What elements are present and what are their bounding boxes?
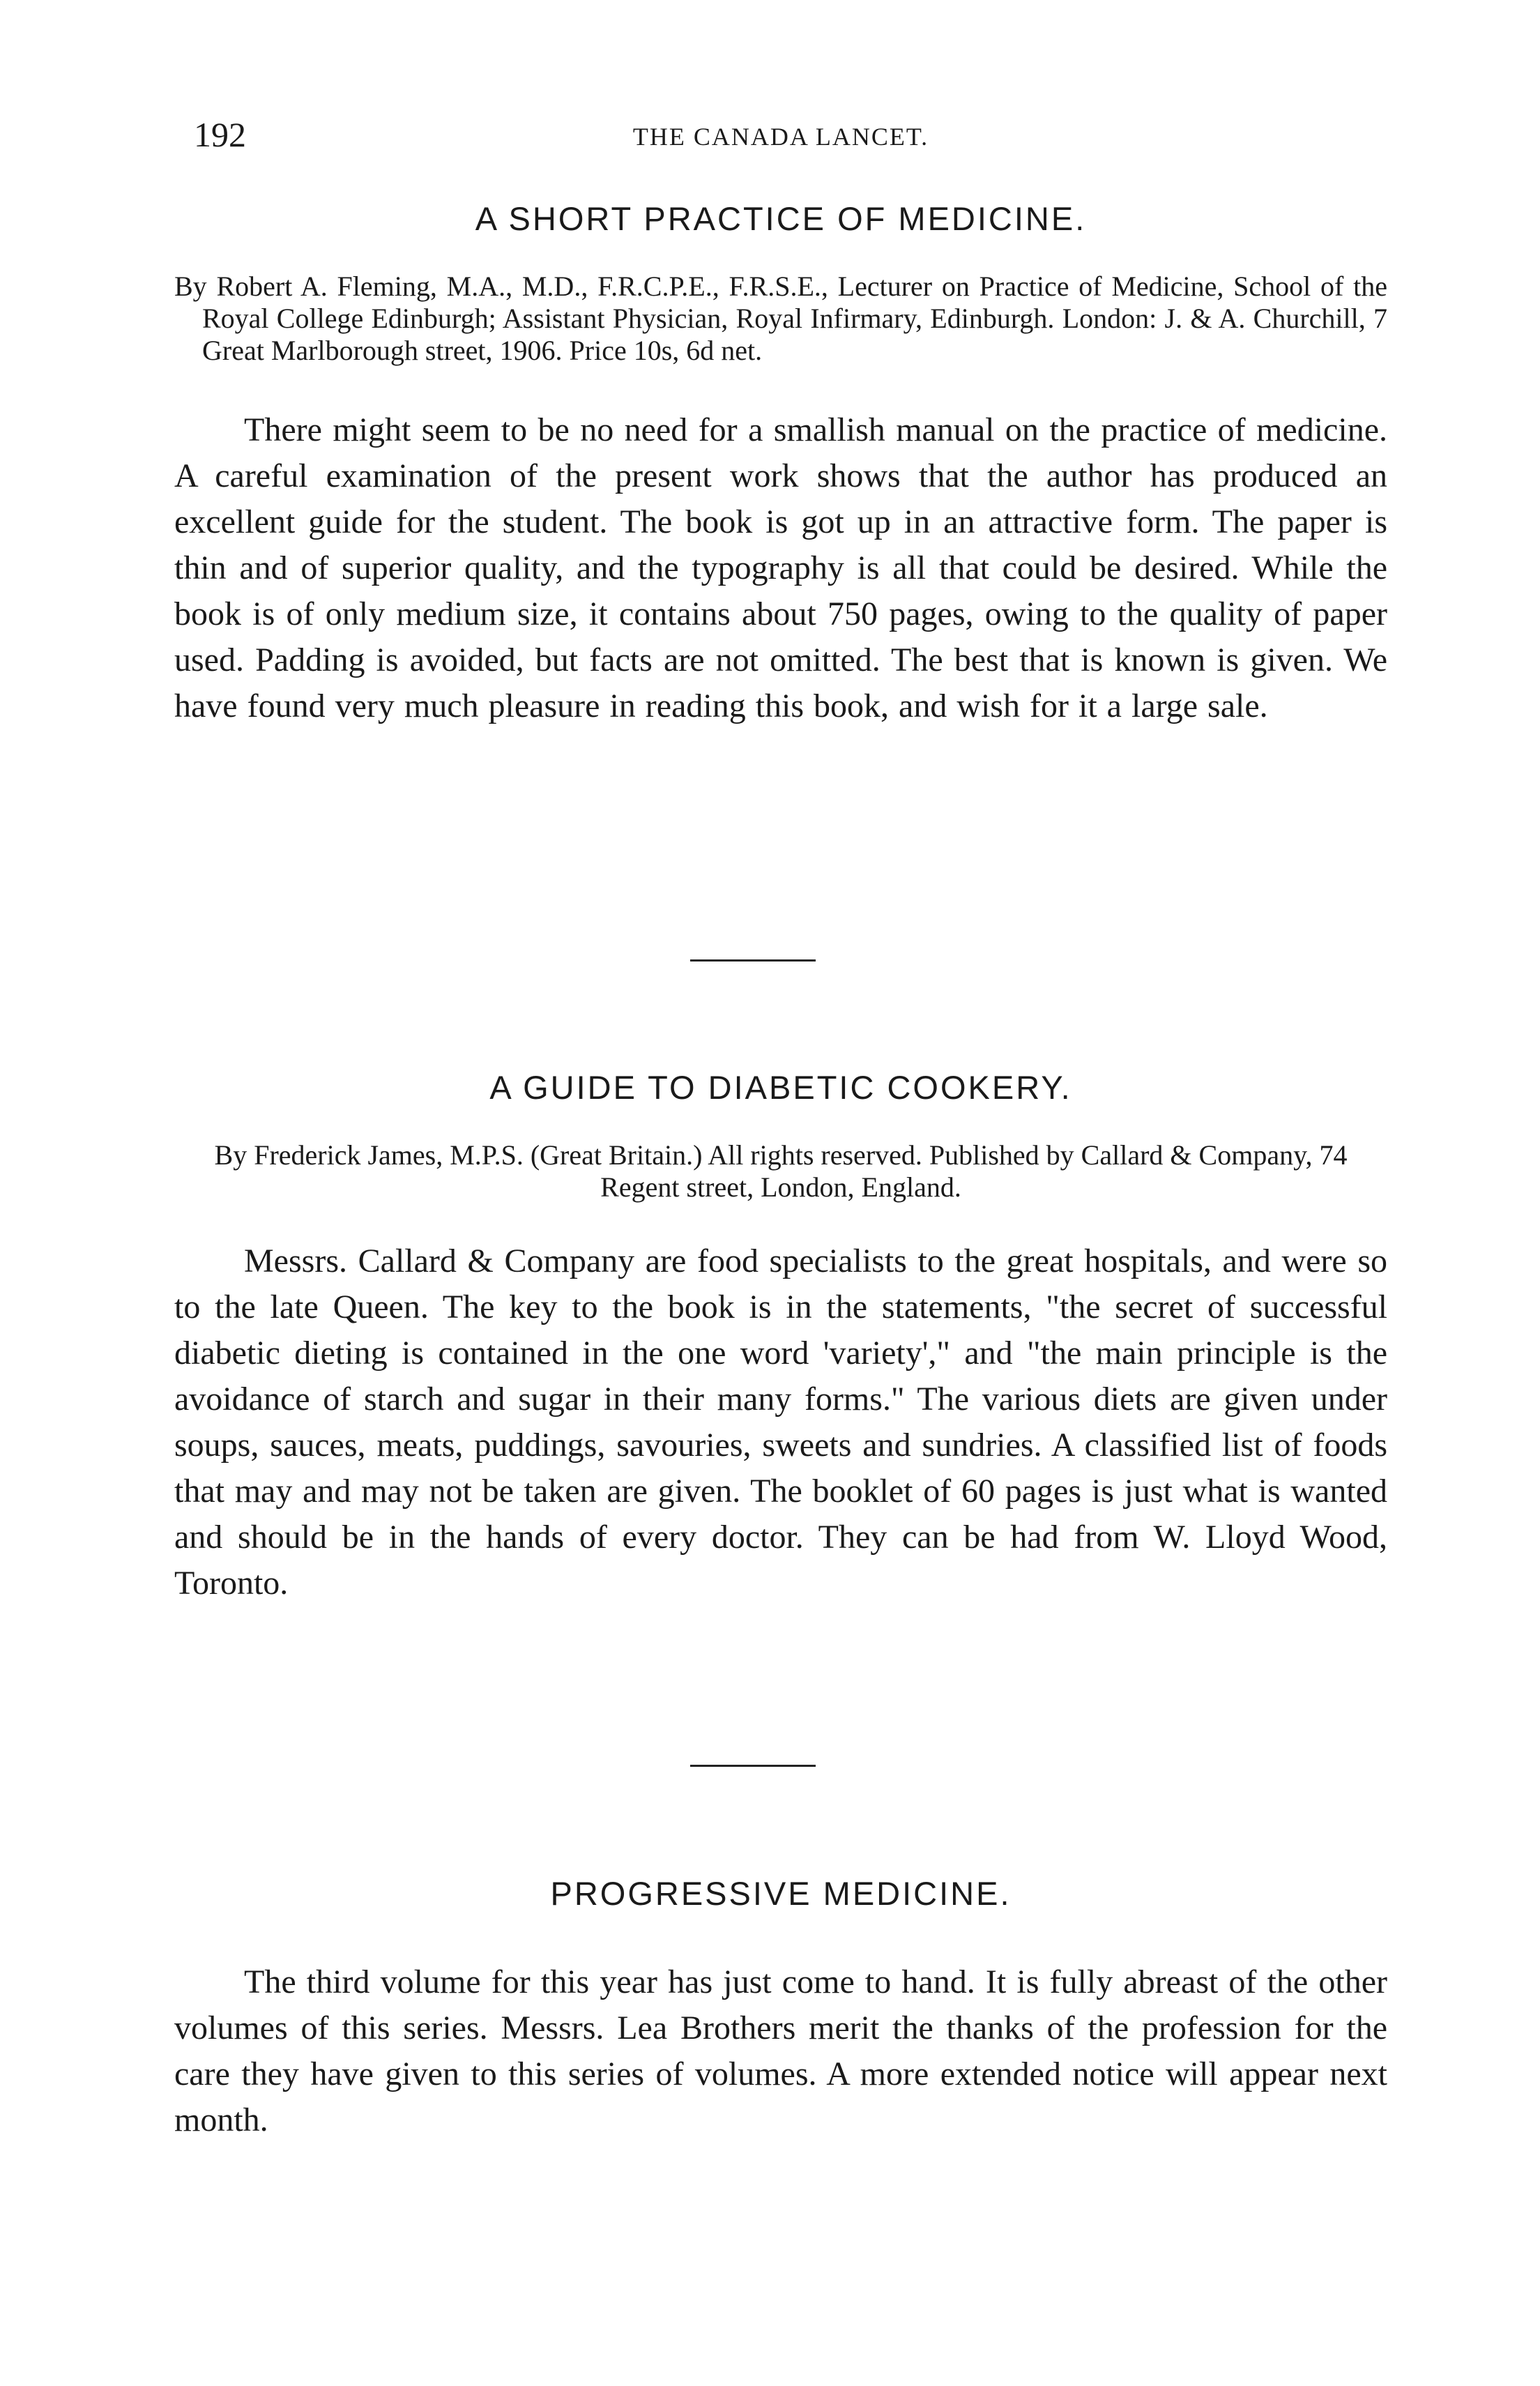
journal-title: THE CANADA LANCET.: [632, 123, 929, 151]
section-divider: [690, 1765, 816, 1767]
section-byline: By Robert A. Fleming, M.A., M.D., F.R.C.P.E., F.R.S.E., Lecturer on Practice of Medicine, School of the Royal College Edinburgh; Assistant Physician, Royal Infirmary, Edinburgh. London: J. & A. Churchill, 7 Great Marlborough street, 1906. Price 10s, 6d net.: [174, 271, 1387, 366]
section-byline: By Frederick James, M.P.S. (Great Britain.) All rights reserved. Published by Callard & Company, 74 Regent street, London, England.: [214, 1139, 1348, 1203]
section-heading: PROGRESSIVE MEDICINE.: [550, 1875, 1012, 1912]
section-heading: A SHORT PRACTICE OF MEDICINE.: [475, 200, 1087, 237]
section-body: The third volume for this year has just come to hand. It is fully abreast of the other volumes of this series. Messrs. Lea Brothers merit the thanks of the profession for the care they have given to this series of volumes. A more extended notice will appear next month.: [174, 1963, 1387, 2138]
review-guide-to-diabetic-cookery: [174, 1065, 1387, 1606]
section-body: There might seem to be no need for a smallish manual on the practice of medicine. A careful examination of the present work shows that the author has produced an excellent guide for the student. The book is got up in an attractive form. The paper is thin and of superior quality, and the typography is all that could be desired. While the book is of only medium size, it contains about 750 pages, owing to the quality of paper used. Padding is avoided, but facts are not omitted. The best that is known is given. We have found very much pleasure in reading this book, and wish for it a large sale.: [174, 411, 1387, 724]
section-heading: A GUIDE TO DIABETIC COOKERY.: [489, 1069, 1072, 1106]
section-body: Messrs. Callard & Company are food specialists to the great hospitals, and were so to the late Queen. The key to the book is in the statements, "the secret of successful diabetic dieting is contained in the one word 'variety'," and "the main principle is the avoidance of starch and sugar in their many forms." The various diets are given under soups, sauces, meats, puddings, savouries, sweets and sundries. A classified list of foods that may and may not be taken are given. The booklet of 60 pages is just what is wanted and should be in the hands of every doctor. They can be had from W. Lloyd Wood, Toronto.: [174, 1243, 1387, 1602]
running-head: [174, 110, 1387, 166]
notice-progressive-medicine: [174, 1871, 1387, 2143]
page-number: 192: [194, 115, 246, 154]
review-short-practice-of-medicine: [174, 197, 1387, 729]
section-divider: [690, 959, 816, 962]
